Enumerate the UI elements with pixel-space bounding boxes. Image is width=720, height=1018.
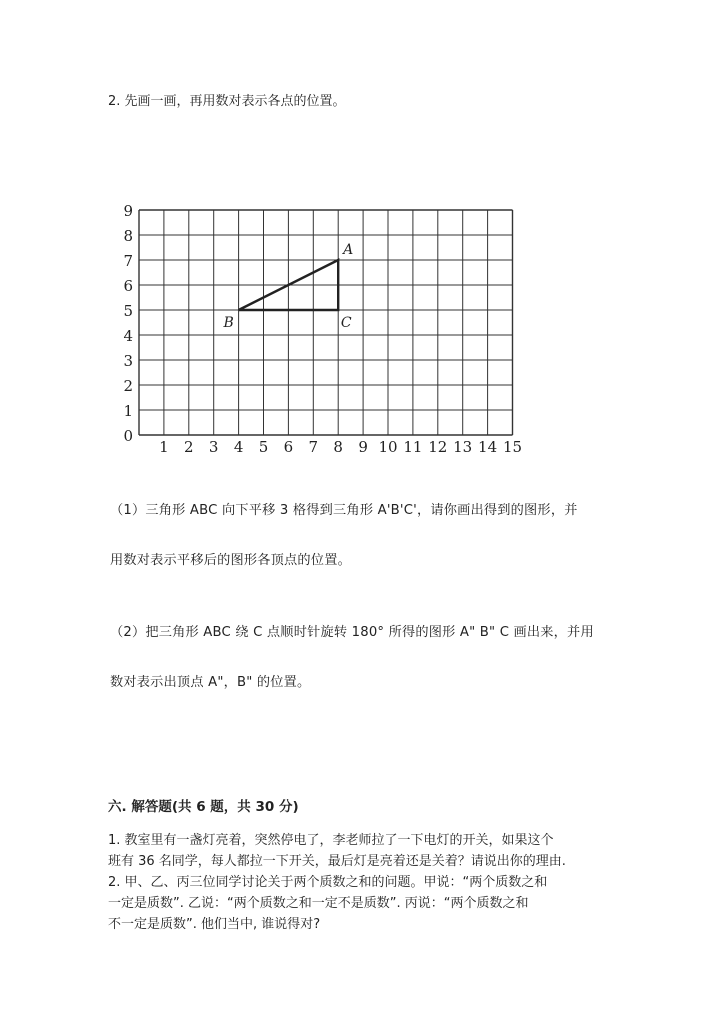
y-tick-label: 8 <box>123 227 133 245</box>
x-tick-label: 9 <box>358 438 368 456</box>
x-tick-label: 8 <box>333 438 343 456</box>
vertex-label-b: B <box>223 315 234 331</box>
x-tick-label: 11 <box>403 438 423 456</box>
part2-line2: 数对表示出顶点 A"，B" 的位置。 <box>110 675 311 690</box>
x-tick-label: 5 <box>258 438 269 456</box>
x-tick-label: 2 <box>184 438 194 456</box>
x-tick-label: 7 <box>308 438 319 456</box>
y-tick-label: 4 <box>123 327 133 345</box>
y-tick-label: 5 <box>123 302 133 320</box>
part2-line1: （2）把三角形 ABC 绕 C 点顺时针旋转 180° 所得的图形 A" B" C 画出来，并用 <box>110 625 594 640</box>
vertex-label-c: C <box>340 315 352 331</box>
y-tick-label: 7 <box>123 252 133 270</box>
x-tick-label: 12 <box>428 438 448 456</box>
y-tick-label: 9 <box>123 202 133 220</box>
x-tick-label: 15 <box>502 438 523 456</box>
q2-line1: 2. 甲、乙、丙三位同学讨论关于两个质数之和的问题。甲说：“两个质数之和 <box>108 875 548 890</box>
y-tick-label: 3 <box>123 352 133 370</box>
y-tick-label: 1 <box>123 402 133 420</box>
x-tick-label: 3 <box>208 438 219 456</box>
q1-line2: 班有 36 名同学，每人都拉一下开关，最后灯是亮着还是关着？请说出你的理由. <box>108 854 566 869</box>
q1-line1: 1. 教室里有一盏灯亮着，突然停电了，李老师拉了一下电灯的开关，如果这个 <box>108 833 554 848</box>
vertex-label-a: A <box>343 242 354 258</box>
x-tick-label: 4 <box>233 438 244 456</box>
x-tick-label: 6 <box>283 438 294 456</box>
section-heading: 六. 解答题(共 6 题，共 30 分) <box>108 799 299 815</box>
y-tick-label: 6 <box>123 277 133 295</box>
y-tick-label: 2 <box>123 377 133 395</box>
question-title: 2. 先画一画，再用数对表示各点的位置。 <box>108 94 346 109</box>
q2-line3: 不一定是质数”. 他们当中, 谁说得对? <box>108 917 321 932</box>
part1-line2: 用数对表示平移后的图形各顶点的位置。 <box>110 553 351 568</box>
x-tick-label: 13 <box>453 438 473 456</box>
part1-line1: （1）三角形 ABC 向下平移 3 格得到三角形 A'B'C'，请你画出得到的图形，并 <box>110 503 578 518</box>
q2-line2: 一定是质数”. 乙说：“两个质数之和一定不是质数”. 丙说：“两个质数之和 <box>108 896 529 911</box>
coordinate-grid <box>0 0 720 470</box>
x-tick-label: 14 <box>478 438 498 456</box>
x-tick-label: 10 <box>378 438 398 456</box>
y-tick-label: 0 <box>123 427 133 445</box>
x-tick-label: 1 <box>159 438 169 456</box>
